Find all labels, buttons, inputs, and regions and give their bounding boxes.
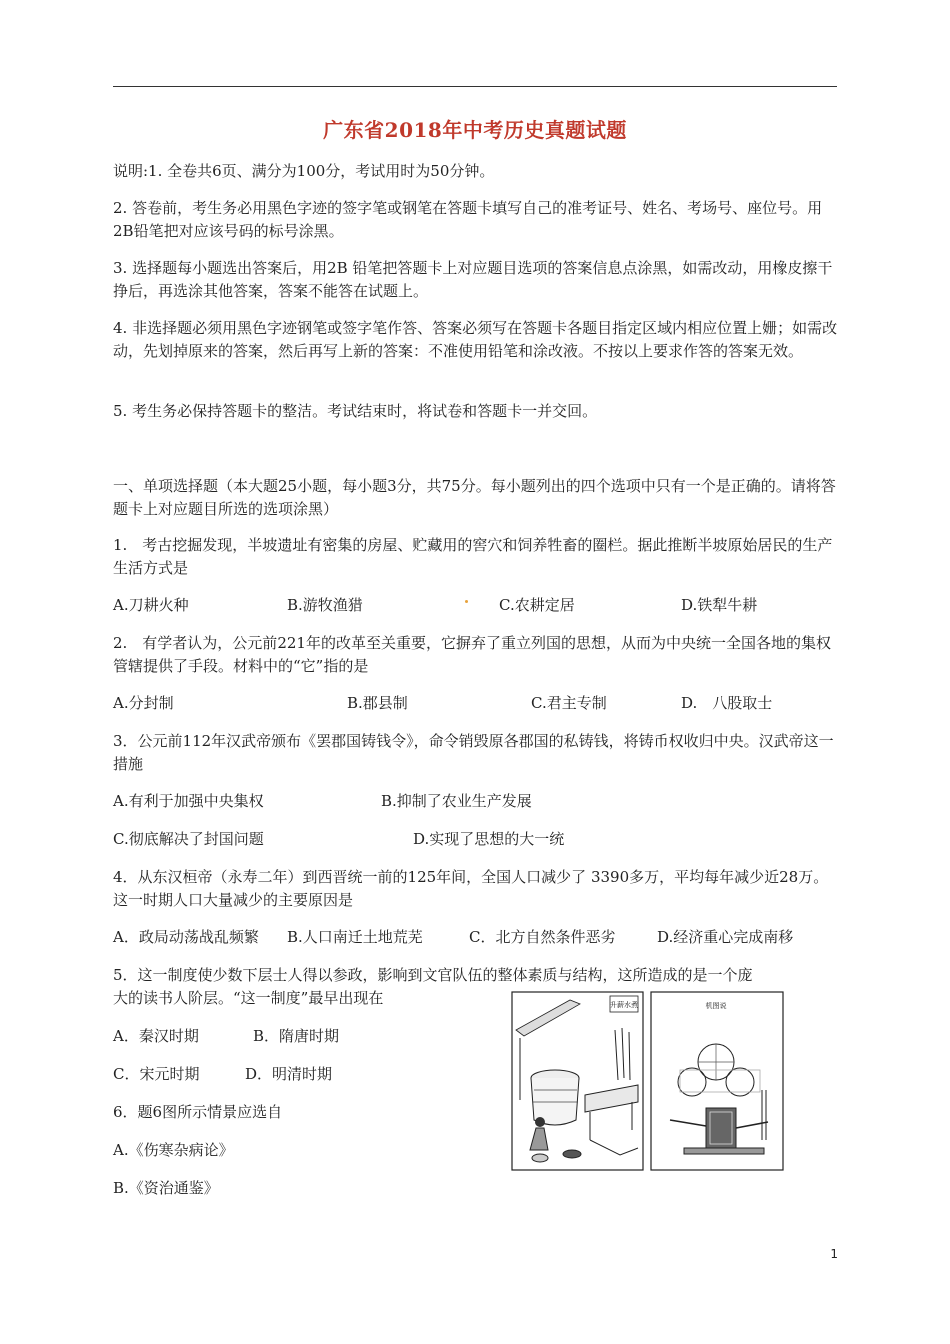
option: D.实现了思想的大一统 bbox=[413, 830, 565, 848]
question-2-stem: 2. 有学者认为，公元前221年的改革至关重要，它摒弃了重立列国的思想，从而为中央统一全国各地的集权管辖提供了手段。材料中的“它”指的是 bbox=[113, 634, 831, 675]
papermaking-illustration bbox=[510, 990, 785, 1172]
option: C.君主专制 bbox=[531, 694, 607, 712]
question-6-stem: 6．题6图所示情景应选自 bbox=[113, 1103, 283, 1121]
option: A.分封制 bbox=[113, 694, 174, 712]
option: C．宋元时期 bbox=[113, 1065, 200, 1083]
stray-mark bbox=[465, 600, 468, 603]
option: A．政局动荡战乱频繁 bbox=[113, 928, 259, 946]
question-5-stem-line2: 大的读书人阶层。“这一制度”最早出现在 bbox=[113, 989, 384, 1007]
question-5-stem-line1: 5．这一制度使少数下层士人得以参政，影响到文官队伍的整体素质与结构，这所造成的是一个庞 bbox=[113, 966, 753, 984]
question-4-stem: 4．从东汉桓帝（永寿二年）到西晋统一前的125年间，全国人口减少了 3390多万，平均每年减少近28万。这一时期人口大量减少的主要原因是 bbox=[113, 868, 829, 909]
option: B．隋唐时期 bbox=[253, 1027, 340, 1045]
question-1-stem: 1. 考古挖掘发现，半坡遗址有密集的房屋、贮藏用的窖穴和饲养牲畜的圈栏。据此推断半坡原始居民的生产生活方式是 bbox=[113, 536, 833, 577]
option: A.有利于加强中央集权 bbox=[113, 792, 264, 810]
question-6-option-b: B.《资治通鉴》 bbox=[113, 1179, 219, 1197]
option: B.人口南迁土地荒芜 bbox=[287, 928, 423, 946]
option: A．秦汉时期 bbox=[113, 1027, 199, 1045]
option: D.铁犁牛耕 bbox=[681, 596, 758, 614]
instruction-4: 4. 非选择题必须用黑色字迹钢笔或签字笔作答、答案必须写在答题卡各题目指定区域内相应位置上姗；如需改动，先划掉原来的答案，然后再写上新的答案：不准使用铅笔和涂改液。不按以上要求作答的答案无效。 bbox=[113, 319, 838, 360]
right-panel-caption: 机图说 bbox=[705, 1002, 727, 1010]
left-panel-caption: 升薪水煮 bbox=[610, 1001, 638, 1009]
option: A.刀耕火种 bbox=[113, 596, 189, 614]
option: B.郡县制 bbox=[347, 694, 408, 712]
option: D．明清时期 bbox=[245, 1065, 333, 1083]
instruction-2: 2. 答卷前，考生务必用黑色字迹的签字笔或钢笔在答题卡填写自己的准考证号、姓名、考场号、座位号。用2B铅笔把对应该号码的标号涂黑。 bbox=[113, 199, 823, 240]
question-6-option-a: A.《伤寒杂病论》 bbox=[113, 1141, 234, 1159]
option: B.游牧渔猎 bbox=[287, 596, 363, 614]
question-3-stem: 3．公元前112年汉武帝颁布《罢郡国铸钱令》，命令销毁原各郡国的私铸钱，将铸币权收归中央。汉武帝这一措施 bbox=[113, 732, 834, 773]
instruction-5: 5. 考生务必保持答题卡的整洁。考试结束时，将试卷和答题卡一并交回。 bbox=[113, 402, 598, 420]
instruction-1: 说明:1. 全卷共6页、满分为100分，考试用时为50分钟。 bbox=[113, 162, 495, 180]
question-6-figure bbox=[510, 990, 785, 1172]
section-heading: 一、单项选择题（本大题25小题，每小题3分，共75分。每小题列出的四个选项中只有一个是正确的。请将答题卡上对应题目所选的选项涂黑） bbox=[113, 477, 836, 518]
option: C．北方自然条件恶劣 bbox=[469, 928, 616, 946]
page-number-text: 1 bbox=[830, 1247, 838, 1261]
instruction-3: 3. 选择题每小题选出答案后，用2B 铅笔把答题卡上对应题目选项的答案信息点涂黑，如需改动，用橡皮擦干挣后，再选涂其他答案，答案不能答在试题上。 bbox=[113, 259, 833, 300]
option: D. 八股取士 bbox=[681, 694, 773, 712]
page-title: 广东省2018年中考历史真题试题 bbox=[323, 118, 627, 142]
option: D.经济重心完成南移 bbox=[657, 928, 794, 946]
option: C.彻底解决了封国问题 bbox=[113, 830, 264, 848]
option: B.抑制了农业生产发展 bbox=[381, 792, 532, 810]
header-rule bbox=[113, 86, 837, 87]
option: C.农耕定居 bbox=[499, 596, 575, 614]
